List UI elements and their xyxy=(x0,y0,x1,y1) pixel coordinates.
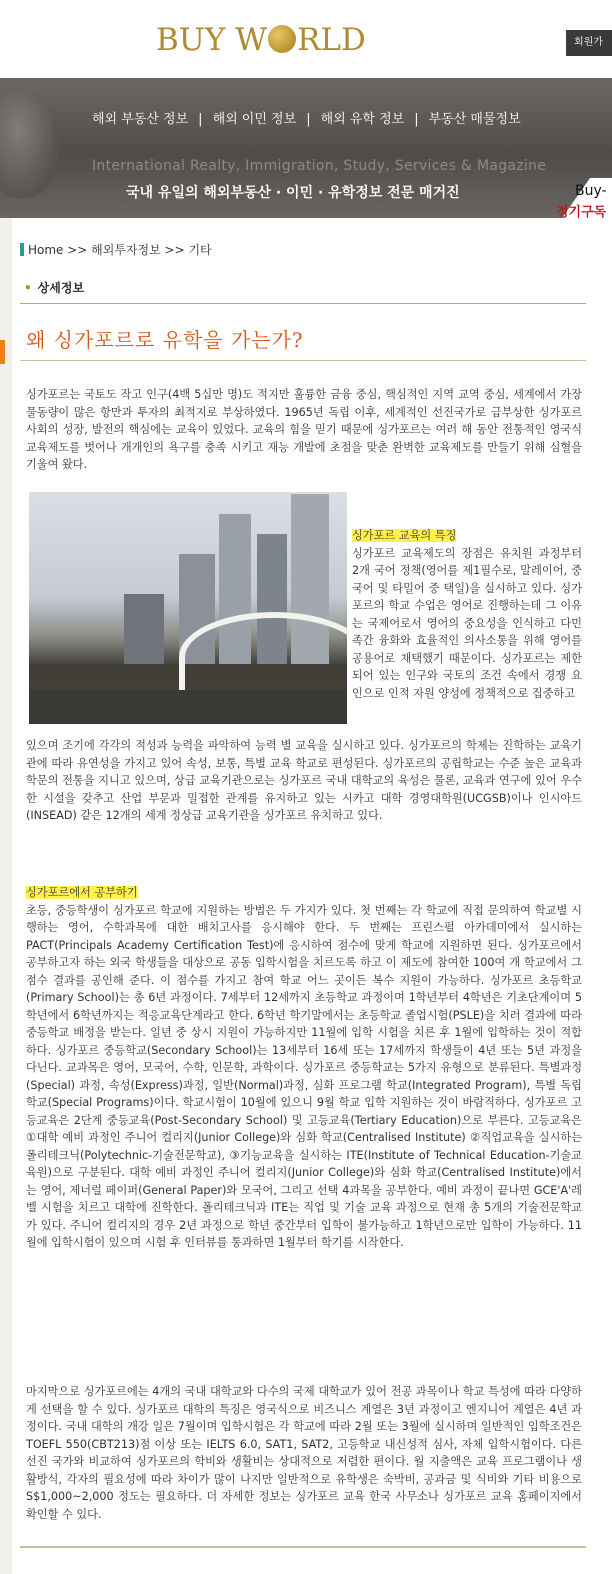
logo-text-part1: BUY W xyxy=(156,22,268,58)
logo-text-part2: RLD xyxy=(297,22,366,58)
paragraph-studying xyxy=(26,884,582,1252)
nav-separator: | xyxy=(306,112,311,127)
top-banner xyxy=(0,78,612,218)
top-header xyxy=(0,0,612,78)
main-nav xyxy=(92,108,521,127)
heading-studying-in-singapore: 싱가포르에서 공부하기 xyxy=(26,886,138,899)
article-title: 왜 싱가포르로 유학을 가는가? xyxy=(26,328,304,352)
title-divider xyxy=(20,360,586,361)
photo-water xyxy=(29,690,347,724)
section-header xyxy=(20,273,586,304)
nav-separator: | xyxy=(414,112,419,127)
section-title xyxy=(24,279,84,296)
subscribe-title[interactable]: Buy- xyxy=(575,183,607,199)
world-map-graphic xyxy=(0,88,60,198)
globe-icon xyxy=(268,25,296,53)
subscribe-link[interactable]: 정기구독 xyxy=(556,205,607,218)
photo-bridge xyxy=(179,612,347,702)
sidebar-marker xyxy=(0,340,5,364)
breadcrumb xyxy=(20,241,212,258)
banner-english-tagline: International Realty, Immigration, Study, Services & Magazine xyxy=(92,158,547,174)
banner-korean-tagline: 국내 유일의 해외부동산 · 이민 · 유학정보 전문 매거진 xyxy=(126,185,460,201)
nav-item-real-estate[interactable]: 해외 부동산 정보 xyxy=(92,112,189,127)
photo-building xyxy=(124,594,164,664)
singapore-skyline-photo xyxy=(29,492,347,724)
member-button[interactable]: 회원가 xyxy=(566,30,612,56)
site-logo[interactable] xyxy=(156,22,366,58)
nav-separator: | xyxy=(198,112,203,127)
bottom-divider xyxy=(20,1546,586,1548)
paragraph-features-side xyxy=(352,527,582,702)
paragraph-studying-text: 초등, 중등학생이 싱가포르 학교에 지원하는 방법은 두 가지가 있다. 첫 번째는 각 학교에 직접 문의하여 학교별 시행하는 영어, 수학과목에 대한 배치고사를 응시해야 한다. 두 번째는 프린스펄 아카데미에서 실시하는 PACT(Principals Academy Certification Test)에 응시하여 점수에 맞게 학교에 지원하면 된다. 싱가포르에서 공부하고자 하는 외국 학생들을 대상으로 공동 입학시험을 치르도록 하고 이 제도에 참여한 100여 개 학교에서 그 점수 결과를 공인해 준다. 이 점수를 가지고 참여 학교 어느 곳이든 복수 지원이 가능하다. 싱가포르 초등학교(Primary School)는 총 6년 과정이다. 7세부터 12세까지 초등학교 과정이며 1학년부터 4학년은 기초단계이며 5학년에서 6학년까지는 적응교육단계라고 한다. 6학년 학기말에서는 초등학교 졸업시험(PSLE)을 치러 결과에 따라 중등학교 배정을 받는다. 일년 중 상시 지원이 가능하지만 11월에 입학 시험을 치른 후 1월에 입학하는 것이 적합하다. 싱가포르 중등학교(Secondary School)는 13세부터 16세 또는 17세까지 학생들이 4년 또는 5년 과정을 다닌다. 교과목은 영어, 모국어, 수학, 인문학, 과학이다. 싱가포르 중등학교는 5가지 유형으로 분류된다. 특별과정(Special) 과정, 속성(Express)과정, 일반(Normal)과정, 심화 프로그램 학교(Integrated Program), 특별 독립학교(Special Programs)이다. 학교시험이 10월에 있으니 9월 학교 입학 지원하는 것이 바람직하다. 싱가포르 고등교육은 2단계 중등교육(Post-Secondary School) 및 고등교육(Tertiary Education)으로 부른다. 고등교육은 ①대학 예비 과정인 주니어 컬리지(Junior College)와 심화 학교(Centralised Institute) ②직업교육을 실시하는 폴리테크닉(Polytechnic-기술전문학교), ③기능교육을 실시하는 ITE(Institute of Technical Education-기술교육원)으로 구분된다. 대학 예비 과정인 주니어 컬리지(Junior College)와 심화 학교(Centralised Institute)에서는 영어, 제너럴 페이퍼(General Paper)와 모국어, 그리고 선택 4과목을 공부한다. 예비 과정이 끝나면 GCE'A'레벨 시험을 치르고 대학에 진학한다. 폴리테크닉과 ITE는 직업 및 기술 교육 과정으로 현재 총 5개의 기술전문학교가 있다. 주니어 컬리지의 경우 2년 과정으로 학년 중간부터 입학이 불가능하고 1학년으로만 입학이 가능하다. 11월에 입학시험이 있으며 시험 후 인터뷰를 통과하면 1월부터 학기를 시작한다. xyxy=(26,903,582,1249)
paragraph-intro: 싱가포르는 국토도 작고 인구(4백 5십만 명)도 적지만 훌륭한 금융 중심, 핵심적인 지역 교역 중심, 세계에서 가장 물동량이 많은 항만과 투자의 최적지로 부상하였다. 1965년 독립 이후, 세계적인 선진국가로 급부상한 싱가포르 사회의 성장, 발전의 핵심에는 교육이 있었다. 교육의 힘을 믿기 때문에 싱가포르는 여러 해 동안 전통적인 영국식 교육제도를 벗어나 개개인의 욕구를 충족 시키고 재능 개발에 초점을 맞춘 완벽한 교육제도를 만들기 위해 심혈을 기울여 왔다. xyxy=(26,388,582,471)
breadcrumb-bar-icon xyxy=(20,243,24,256)
section-title-text: 상세정보 xyxy=(37,281,85,295)
paragraph-features-rest: 있으며 조기에 각각의 적성과 능력을 파악하여 능력 별 교육을 실시하고 있다. 싱가포르의 학제는 진학하는 교육기관에 따라 유연성을 가지고 있어 속성, 보통, 특별 교육 학교로 편성된다. 싱가포르의 공립학교는 수준 높은 교육과 학문의 전통을 지니고 있으며, 상급 교육기관으로는 싱가포르 국내 대학교의 육성은 물론, 교육과 연구에 있어 우수한 시설을 갖추고 산업 부문과 밀접한 관계를 유지하고 있는 시카고 대학 경영대학원(UCGSB)이나 인시아드(INSEAD) 같은 12개의 세계 정상급 교육기관을 싱가포르 유치하고 있다. xyxy=(26,739,582,822)
bullet-icon: • xyxy=(24,281,32,295)
paragraph-features-text: 싱가포르 교육제도의 장점은 유치원 과정부터 2개 국어 정책(영어를 제1필수로, 말레이어, 중국어 및 타밀어 중 택일)을 실시하고 있다. 싱가포르의 학교 수업은 영어로 진행하는데 그 이유는 국제어로서 영어의 중요성을 인식하고 다민족간 융화와 효율적인 의사소통을 위해 영어를 공용어로 채택했기 때문이다. 싱가포르는 제한되어 있는 인구와 국토의 조건 속에서 경쟁 요인으로 인적 자원 양성에 정책적으로 집중하고 xyxy=(352,546,582,700)
nav-item-immigration[interactable]: 해외 이민 정보 xyxy=(212,112,297,127)
nav-item-study-abroad[interactable]: 해외 유학 정보 xyxy=(320,112,405,127)
nav-item-listings[interactable]: 부동산 매물정보 xyxy=(428,112,521,127)
paragraph-conclusion: 마지막으로 싱가포르에는 4개의 국내 대학교와 다수의 국제 대학교가 있어 전공 과목이나 학교 특성에 따라 다양하게 선택을 할 수 있다. 싱가포르 대학의 특징은 영국식으로 비즈니스 계열은 3년 과정이고 엔지니어 계열은 4년 과정이다. 국내 대학의 개강 일은 7월이며 입학시험은 각 학교에 따라 2월 또는 3월에 실시하며 일반적인 입학조건은 TOEFL 550(CBT213)점 이상 또는 IELTS 6.0, SAT1, SAT2, 고등학교 내신성적 심사, 자체 입학시험이다. 다른 선진 국가와 비교하여 싱가포르의 학비와 생활비는 상대적으로 저렴한 편이다. 월 지출액은 교육 프로그램이나 생활방식, 각자의 필요성에 따라 차이가 많이 나지만 일반적으로 유학생은 숙박비, 공과금 및 식비와 기타 비용으로 S$1,000~2,000 정도는 필요하다. 더 자세한 정보는 싱가포르 교육 한국 사무소나 싱가포르 교육 홈페이지에서 확인할 수 있다. xyxy=(26,1385,582,1521)
left-sidebar-strip xyxy=(0,218,12,1574)
heading-education-features: 싱가포르 교육의 특징 xyxy=(352,529,457,542)
breadcrumb-text[interactable]: Home >> 해외투자정보 >> 기타 xyxy=(28,243,212,257)
